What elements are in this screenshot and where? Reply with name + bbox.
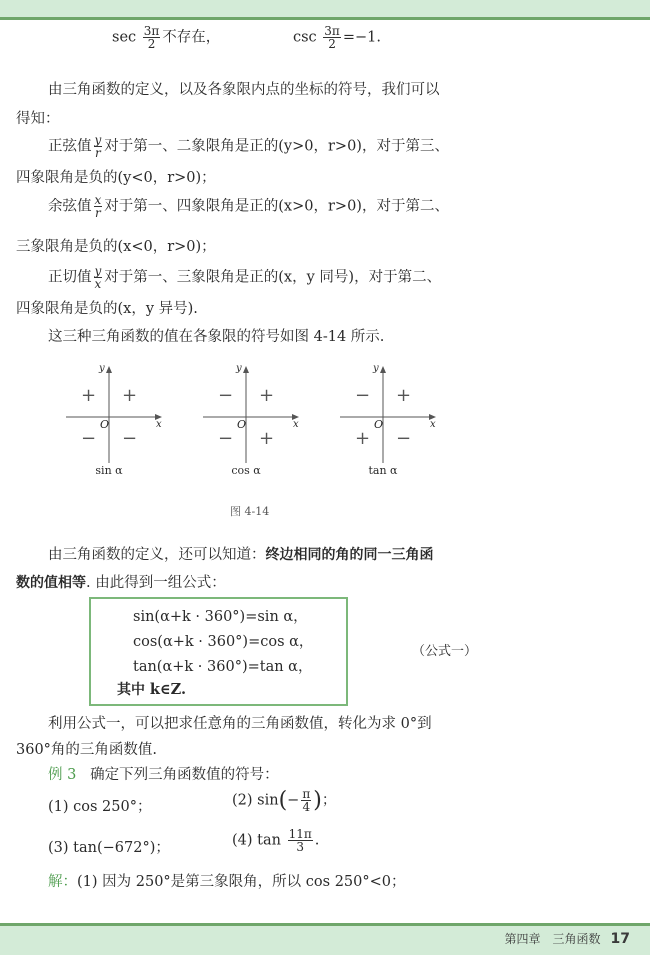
paragraph-line: 由三角函数的定义，以及各象限内点的坐标的符号，我们可以 — [48, 82, 440, 98]
emphasis-text: 终边相同的角的同一三角函 — [265, 547, 434, 563]
example-item-1: (1) cos 250°； — [48, 799, 152, 815]
example-heading: 例 3 确定下列三角函数值的符号： — [48, 767, 279, 783]
fraction: $\frac{x}{r}$ — [94, 193, 102, 220]
fraction: $\frac{3\pi}{2}$ — [324, 24, 340, 51]
quadrant-4-sign: + — [259, 428, 275, 449]
chapter-title: 第四章 三角函数 — [504, 932, 601, 946]
formula-condition: 其中 k∈Z. — [117, 681, 187, 698]
identity-line-1: 由三角函数的定义，还可以知道：终边相同的角的同一三角函 — [48, 547, 434, 563]
panel-label: sin α — [95, 464, 123, 477]
formula-line: sin(α+k · 360°)=sin α， — [133, 609, 308, 625]
func-name: sec — [112, 29, 137, 46]
quadrant-1-sign: + — [396, 385, 412, 406]
quadrant-1-sign: + — [122, 385, 138, 406]
sign-diagram-cos: y x O − + − + cos α — [201, 363, 301, 478]
identity-line-2: 数的值相等. 由此得到一组公式： — [16, 575, 226, 591]
sign-diagram-tan: y x O − + + − tan α — [338, 363, 438, 478]
formula-label: （公式一） — [412, 644, 478, 659]
quadrant-2-sign: − — [218, 385, 234, 406]
sine-rule-line: 正弦值 $\frac{y}{r}$ 对于第一、二象限角是正的(y>0，r>0)，对于第三、 — [48, 133, 449, 160]
fraction: $\frac{y}{x}$ — [94, 264, 102, 291]
example-item-4: (4) tan $\frac{11\pi}{3}$ . — [232, 827, 320, 854]
axes-icon — [338, 363, 438, 463]
figure-caption: 图 4-14 — [230, 505, 270, 518]
panel-label: cos α — [231, 464, 261, 477]
formula-box — [89, 597, 348, 706]
panel-label: tan α — [368, 464, 398, 477]
quadrant-4-sign: − — [396, 428, 412, 449]
paragraph-line: 得知： — [16, 111, 60, 127]
quadrant-1-sign: + — [259, 385, 275, 406]
fraction: $\frac{11\pi}{3}$ — [288, 827, 312, 854]
paragraph-line: 三象限角是负的(x<0，r>0)； — [16, 239, 216, 255]
example-item-3: (3) tan(−672°)； — [48, 840, 170, 856]
example-label: 例 3 — [48, 767, 77, 783]
paragraph-line: 四象限角是负的(y<0，r>0)； — [16, 170, 216, 186]
csc-formula: csc $\frac{3\pi}{2}$ =−1. — [293, 24, 381, 51]
emphasis-text: 数的值相等 — [16, 575, 86, 591]
formula-line: tan(α+k · 360°)=tan α， — [133, 659, 313, 675]
header-band — [0, 0, 650, 17]
tangent-rule-line: 正切值 $\frac{y}{x}$ 对于第一、三象限角是正的(x，y 同号)，对于第二、 — [48, 264, 442, 291]
paragraph-line: 这三种三角函数的值在各象限的符号如图 4-14 所示. — [48, 329, 385, 345]
axes-icon — [201, 363, 301, 463]
solution-label: 解： — [48, 874, 77, 890]
quadrant-2-sign: + — [81, 385, 97, 406]
formula-line: cos(α+k · 360°)=cos α， — [133, 634, 314, 650]
header-rule — [0, 17, 650, 20]
quadrant-3-sign: − — [81, 428, 97, 449]
sec-formula: sec $\frac{3\pi}{2}$ 不存在， — [112, 24, 221, 51]
quadrant-3-sign: + — [355, 428, 371, 449]
fraction: $\frac{3\pi}{2}$ — [143, 24, 160, 51]
example-item-2: (2) sin(− $\frac{\pi}{4}$ )； — [232, 787, 337, 814]
page-number: 17 — [610, 931, 630, 947]
paragraph-line: 四象限角是负的(x，y 异号). — [16, 301, 198, 317]
fraction: $\frac{\pi}{4}$ — [302, 787, 311, 814]
page-footer — [505, 930, 631, 947]
quadrant-2-sign: − — [355, 385, 371, 406]
quadrant-4-sign: − — [122, 428, 138, 449]
fraction: $\frac{y}{r}$ — [94, 133, 102, 160]
paragraph-line: 360°角的三角函数值. — [16, 742, 158, 758]
solution-line: 解：(1) 因为 250°是第三象限角，所以 cos 250°<0； — [48, 874, 406, 890]
axes-icon — [64, 363, 164, 463]
cosine-rule-line: 余弦值 $\frac{x}{r}$ 对于第一、四象限角是正的(x>0，r>0)，对于第二、 — [48, 193, 449, 220]
paragraph-line: 利用公式一，可以把求任意角的三角函数值，转化为求 0°到 — [48, 716, 432, 732]
quadrant-3-sign: − — [218, 428, 234, 449]
sign-diagram-sin: y x O + + − − sin α — [64, 363, 164, 478]
